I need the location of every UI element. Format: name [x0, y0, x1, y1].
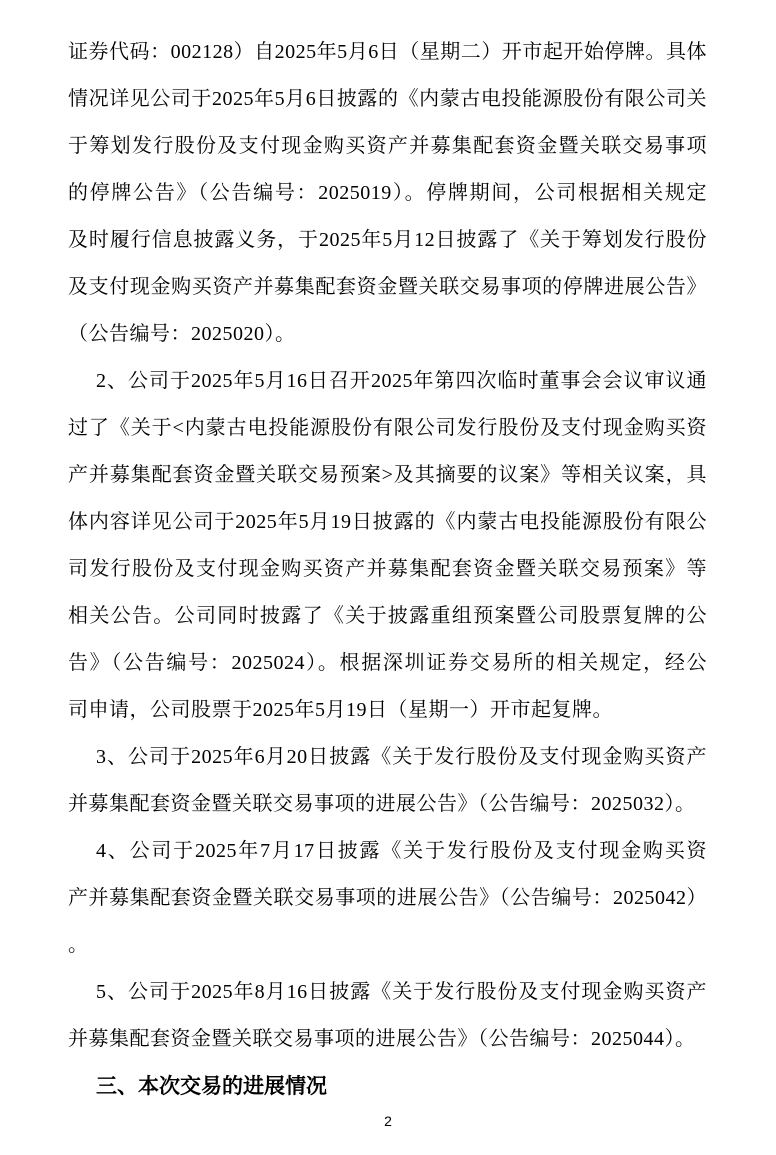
text-line: （公告编号：2025020）。	[68, 323, 296, 345]
paragraph	[68, 828, 707, 969]
paragraph	[68, 358, 707, 734]
text-line: 3、公司于2025年6月20日披露《关于发行股份及支付现金购买资产	[96, 746, 707, 768]
text-line: 并募集配套资金暨关联交易事项的进展公告》（公告编号：2025032）。	[68, 793, 696, 815]
paragraphs-container	[68, 29, 707, 1063]
text-line: 证券代码：002128）自2025年5月6日（星期二）开市起开始停牌。具体	[68, 41, 707, 63]
section-heading: 三、本次交易的进展情况	[96, 1075, 327, 1098]
text-line: 2、公司于2025年5月16日召开2025年第四次临时董事会会议审议通	[96, 370, 707, 392]
text-line: 的停牌公告》（公告编号：2025019）。停牌期间，公司根据相关规定	[68, 182, 707, 204]
text-line: 司发行股份及支付现金购买资产并募集配套资金暨关联交易预案》等	[68, 558, 707, 580]
text-line: 过了《关于<内蒙古电投能源股份有限公司发行股份及支付现金购买资	[68, 417, 707, 439]
paragraph	[68, 29, 707, 358]
text-line: 产并募集配套资金暨关联交易预案>及其摘要的议案》等相关议案，具	[68, 464, 707, 486]
text-line: 体内容详见公司于2025年5月19日披露的《内蒙古电投能源股份有限公	[68, 511, 707, 533]
text-line: 并募集配套资金暨关联交易事项的进展公告》（公告编号：2025044）。	[68, 1028, 696, 1050]
text-line: 及支付现金购买资产并募集配套资金暨关联交易事项的停牌进展公告》	[68, 276, 707, 298]
page-number: 2	[384, 1113, 392, 1129]
text-line: 及时履行信息披露义务，于2025年5月12日披露了《关于筹划发行股份	[68, 229, 707, 251]
text-line: 产并募集配套资金暨关联交易事项的进展公告》（公告编号：2025042）	[68, 887, 707, 909]
text-line: 。	[68, 934, 89, 956]
document-body	[68, 29, 707, 1110]
text-line: 相关公告。公司同时披露了《关于披露重组预案暨公司股票复牌的公	[68, 605, 707, 627]
text-line: 5、公司于2025年8月16日披露《关于发行股份及支付现金购买资产	[96, 981, 707, 1003]
text-line: 情况详见公司于2025年5月6日披露的《内蒙古电投能源股份有限公司关	[68, 88, 707, 110]
paragraph	[68, 734, 707, 828]
text-line: 告》（公告编号：2025024）。根据深圳证券交易所的相关规定，经公	[68, 652, 707, 674]
text-line: 4、公司于2025年7月17日披露《关于发行股份及支付现金购买资	[96, 840, 707, 862]
text-line: 司申请，公司股票于2025年5月19日（星期一）开市起复牌。	[68, 699, 613, 721]
text-line: 于筹划发行股份及支付现金购买资产并募集配套资金暨关联交易事项	[68, 135, 707, 157]
paragraph	[68, 969, 707, 1063]
